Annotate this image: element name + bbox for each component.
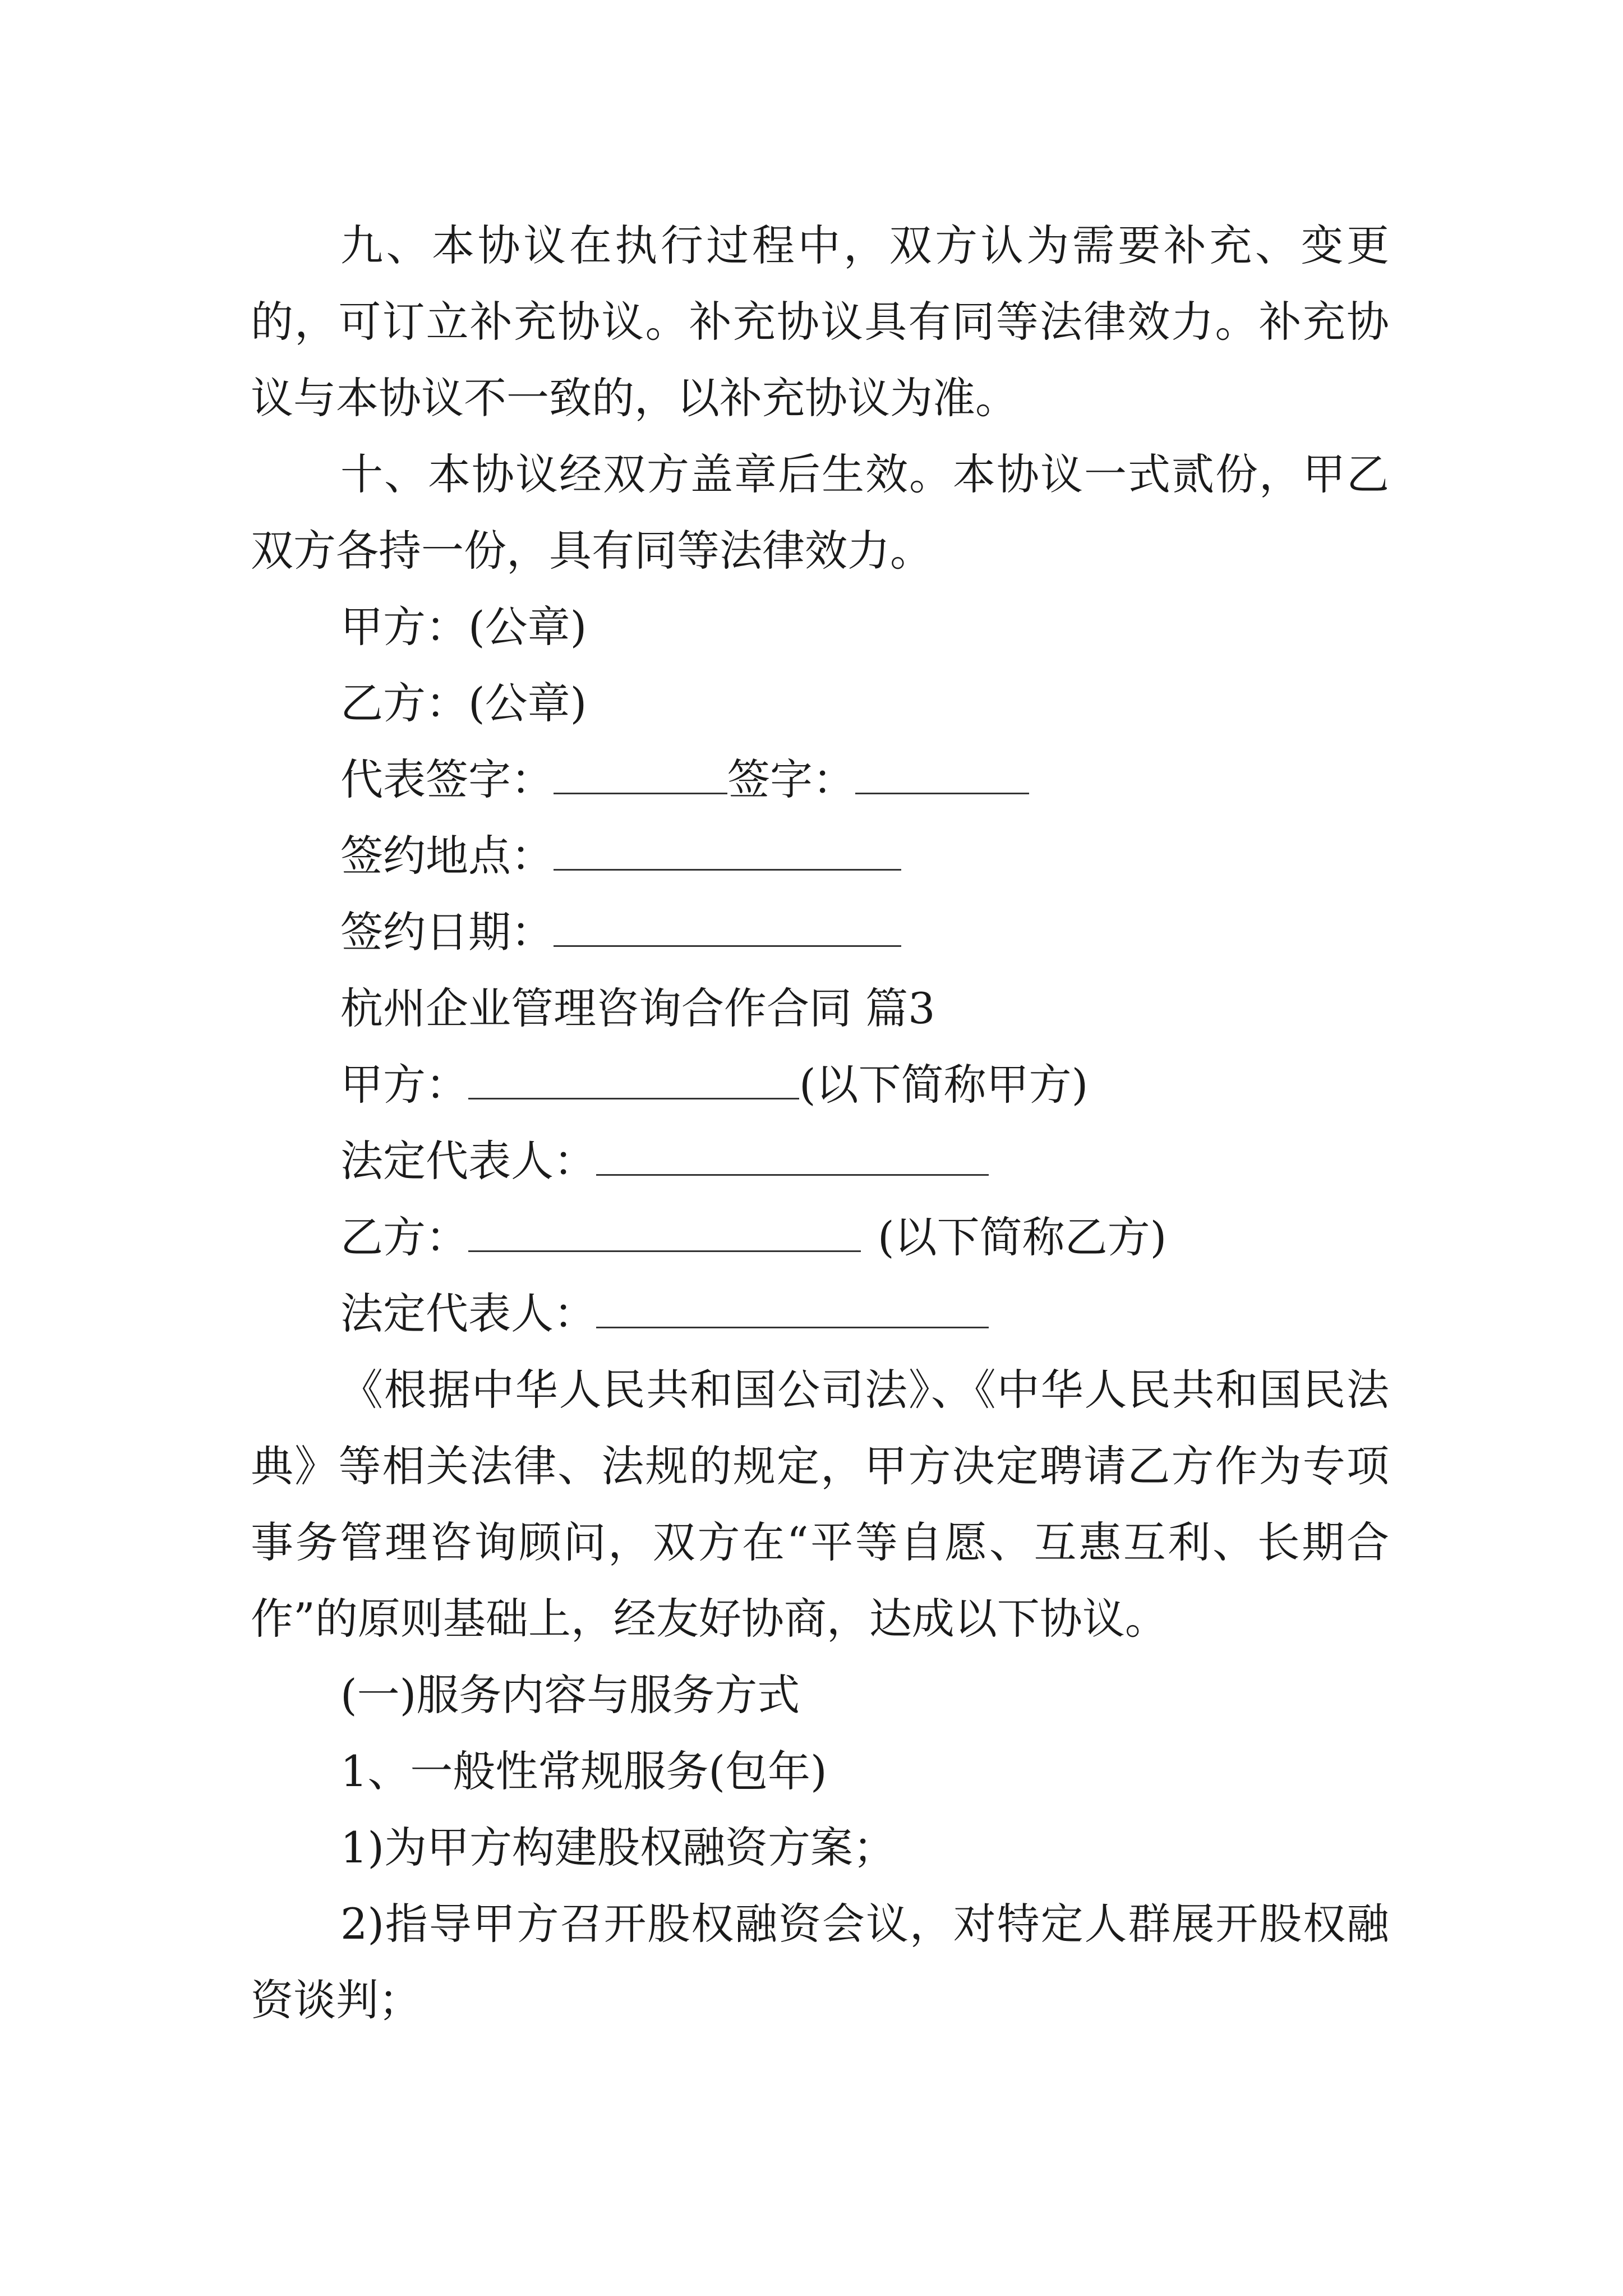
party-b-seal: 乙方：(公章)	[340, 678, 587, 728]
legal-rep-b-label: 法定代表人：	[340, 1289, 596, 1338]
party-a-blank[interactable]	[468, 1063, 799, 1099]
party-b-suffix: (以下简称乙方)	[878, 1212, 1167, 1262]
rep-sign-blank[interactable]	[554, 758, 727, 794]
sign-blank[interactable]	[855, 758, 1029, 794]
contract-title: 杭州企业管理咨询合作合同 篇3	[340, 983, 935, 1033]
party-b-blank[interactable]	[468, 1216, 861, 1252]
item-1: 1、一般性常规服务(包年)	[340, 1746, 827, 1796]
party-a-line	[251, 1047, 1389, 1123]
sign-place-label: 签约地点：	[340, 831, 554, 881]
item-1-1: 1)为甲方构建股权融资方案；	[340, 1823, 896, 1872]
party-a-seal: 甲方：(公章)	[340, 602, 587, 652]
item-1-2: 2)指导甲方召开股权融资会议，对特定人群展开股权融资谈判；	[251, 1899, 1389, 2025]
legal-rep-a-label: 法定代表人：	[340, 1136, 596, 1186]
rep-sign-label: 代表签字：	[340, 754, 554, 804]
party-b-label: 乙方：	[340, 1212, 468, 1262]
section-1-heading: (一)服务内容与服务方式	[340, 1670, 800, 1720]
sign-place-blank[interactable]	[554, 834, 901, 871]
preamble: 《根据中华人民共和国公司法》、《中华人民共和国民法典》等相关法律、法规的规定，甲方决定聘请乙方作为专项事务管理咨询顾问，双方在“平等自愿、互惠互利、长期合作”的原则基础上，经友好协商，达成以下协议。	[251, 1365, 1389, 1644]
sign-date-blank[interactable]	[554, 910, 901, 947]
party-b-line	[251, 1199, 1389, 1276]
sign-date-label: 签约日期：	[340, 907, 554, 957]
sign-date-line	[251, 894, 1389, 970]
legal-rep-a-blank[interactable]	[596, 1139, 989, 1176]
legal-rep-b-line	[251, 1276, 1389, 1352]
signature-line	[251, 742, 1389, 818]
legal-rep-b-blank[interactable]	[596, 1292, 989, 1328]
legal-rep-a-line	[251, 1123, 1389, 1199]
sign-place-line	[251, 818, 1389, 894]
party-a-suffix: (以下简称甲方)	[799, 1060, 1089, 1110]
document-page	[251, 208, 1389, 2039]
party-a-label: 甲方：	[340, 1060, 468, 1110]
clause-9: 九、本协议在执行过程中，双方认为需要补充、变更的，可订立补充协议。补充协议具有同等法律效力。补充协议与本协议不一致的，以补充协议为准。	[251, 220, 1389, 423]
clause-10: 十、本协议经双方盖章后生效。本协议一式贰份，甲乙双方各持一份，具有同等法律效力。	[251, 449, 1389, 576]
sign-label: 签字：	[727, 754, 855, 804]
